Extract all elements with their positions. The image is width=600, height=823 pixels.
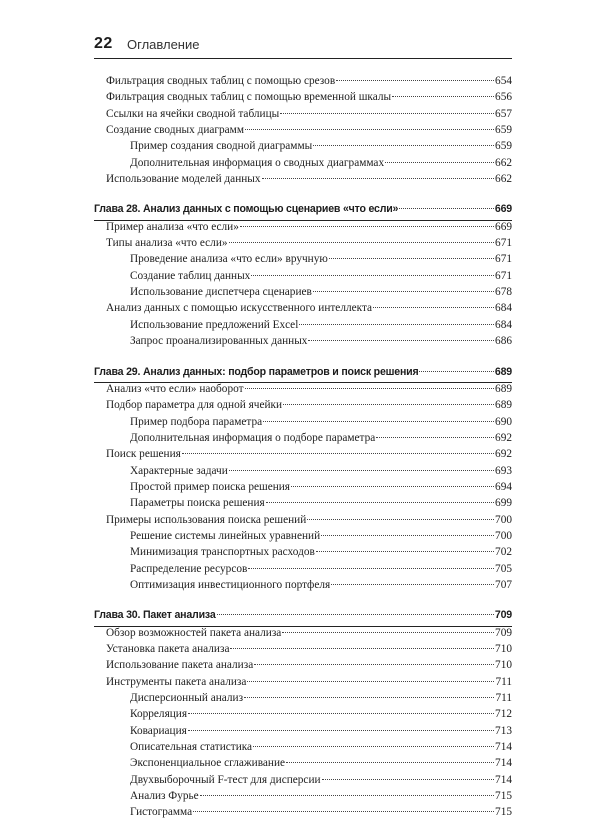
- dot-leader: [280, 113, 494, 114]
- toc-entry[interactable]: [94, 75, 512, 91]
- toc-page-number: 711: [495, 692, 512, 705]
- toc-page-number: 671: [495, 253, 512, 266]
- toc-page-number: 690: [495, 415, 512, 428]
- dot-leader: [251, 275, 494, 276]
- dot-leader: [245, 129, 494, 130]
- toc-entry-title: Обзор возможностей пакета анализа: [106, 626, 282, 639]
- toc-entry[interactable]: [94, 692, 512, 708]
- toc-entry[interactable]: [94, 383, 512, 399]
- toc-page-number: 671: [495, 269, 512, 282]
- toc-entry-title: Пример анализа «что если»: [106, 220, 239, 233]
- toc-entry-title: Глава 30. Пакет анализа: [94, 609, 216, 622]
- toc-entry-title: Гистограмма: [130, 806, 193, 819]
- toc-entry[interactable]: [94, 741, 512, 757]
- toc-entry[interactable]: [94, 432, 512, 448]
- dot-leader: [263, 421, 494, 422]
- dot-leader: [240, 226, 494, 227]
- toc-page-number: 714: [495, 773, 512, 786]
- toc-entry[interactable]: [94, 270, 512, 286]
- chapter-spacer: [94, 352, 512, 366]
- toc-page-number: 699: [495, 497, 512, 510]
- toc-page-number: 686: [495, 335, 512, 348]
- toc-page-number: 689: [495, 399, 512, 412]
- dot-leader: [229, 242, 495, 243]
- toc-entry[interactable]: [94, 124, 512, 140]
- header-divider: [94, 58, 512, 59]
- page-number: 22: [94, 35, 113, 52]
- toc-entry[interactable]: [94, 140, 512, 156]
- dot-leader: [217, 614, 494, 615]
- toc-entry[interactable]: [94, 221, 512, 237]
- toc-page-number: 678: [495, 286, 512, 299]
- toc-entry-title: Распределение ресурсов: [130, 562, 248, 575]
- toc-page-number: 684: [495, 318, 512, 331]
- toc-entry-title: Ковариация: [130, 724, 187, 737]
- dot-leader: [385, 162, 494, 163]
- toc-entry[interactable]: [94, 302, 512, 318]
- toc-entry-title: Создание сводных диаграмм: [106, 124, 244, 137]
- dot-leader: [331, 584, 494, 585]
- toc-page-number: 662: [495, 156, 512, 169]
- toc-page-number: 692: [495, 431, 512, 444]
- toc-page-number: 692: [495, 448, 512, 461]
- dot-leader: [182, 453, 494, 454]
- toc-entry[interactable]: [94, 725, 512, 741]
- toc-entry[interactable]: [94, 676, 512, 692]
- toc-entry-title: Дополнительная информация о подборе параметра: [130, 431, 376, 444]
- dot-leader: [322, 779, 495, 780]
- toc-entry-title: Фильтрация сводных таблиц с помощью временной шкалы: [106, 91, 392, 104]
- toc-entry-title: Ссылки на ячейки сводной таблицы: [106, 107, 280, 120]
- dot-leader: [307, 519, 494, 520]
- toc-entry-title: Фильтрация сводных таблиц с помощью срезов: [106, 75, 336, 87]
- dot-leader: [262, 178, 495, 179]
- dot-leader: [282, 632, 494, 633]
- toc-page-number: 671: [495, 237, 512, 250]
- toc-entry-title: Использование диспетчера сценариев: [130, 286, 312, 299]
- toc-page-number: 709: [494, 609, 512, 622]
- toc-entry-title: Использование предложений Excel: [130, 318, 299, 331]
- dot-leader: [313, 145, 494, 146]
- toc-page-number: 715: [495, 806, 512, 819]
- toc-entry-title: Подбор параметра для одной ячейки: [106, 399, 283, 412]
- toc-entry-title: Двухвыборочный F-тест для дисперсии: [130, 773, 321, 786]
- chapter-spacer: [94, 595, 512, 609]
- dot-leader: [321, 535, 494, 536]
- dot-leader: [244, 697, 494, 698]
- dot-leader: [329, 258, 494, 259]
- running-title: Оглавление: [127, 37, 200, 52]
- dot-leader: [286, 762, 494, 763]
- toc-entry[interactable]: [94, 708, 512, 724]
- toc-chapter-entry[interactable]: [94, 203, 512, 219]
- dot-leader: [313, 291, 494, 292]
- dot-leader: [419, 371, 493, 372]
- toc-entry[interactable]: [94, 643, 512, 659]
- toc-page-number: 694: [495, 480, 512, 493]
- dot-leader: [376, 437, 494, 438]
- toc-entry-title: Инструменты пакета анализа: [106, 675, 247, 688]
- dot-leader: [229, 470, 494, 471]
- toc-entry-title: Глава 29. Анализ данных: подбор параметров и поиск решения: [94, 365, 419, 378]
- toc-entry[interactable]: [94, 286, 512, 302]
- toc-entry[interactable]: [94, 319, 512, 335]
- toc-page-number: 702: [495, 546, 512, 559]
- toc-entry[interactable]: [94, 237, 512, 253]
- toc-entry[interactable]: [94, 774, 512, 790]
- dot-leader: [373, 307, 494, 308]
- toc-entry-title: Пример создания сводной диаграммы: [130, 140, 313, 153]
- toc-page-number: 715: [495, 790, 512, 803]
- toc-page-number: 669: [494, 203, 512, 216]
- toc-entry-title: Использование моделей данных: [106, 173, 261, 186]
- toc-page-number: 654: [495, 75, 512, 87]
- toc-entry[interactable]: [94, 173, 512, 189]
- dot-leader: [392, 96, 494, 97]
- toc-entry-title: Типы анализа «что если»: [106, 237, 228, 250]
- toc-chapter-entry[interactable]: [94, 609, 512, 625]
- toc-entry-title: Глава 28. Анализ данных с помощью сценариев «что если»: [94, 203, 399, 216]
- toc-entry-title: Создание таблиц данных: [130, 269, 251, 282]
- toc-page-number: 710: [495, 659, 512, 672]
- dot-leader: [316, 551, 494, 552]
- toc-entry[interactable]: [94, 530, 512, 546]
- toc-entry[interactable]: [94, 627, 512, 643]
- toc-page-number: 689: [495, 382, 512, 395]
- dot-leader: [248, 568, 494, 569]
- toc-entry[interactable]: [94, 465, 512, 481]
- toc-page-number: 712: [495, 708, 512, 721]
- toc-page-number: 657: [495, 107, 512, 120]
- dot-leader: [193, 811, 494, 812]
- toc-entry-title: Использование пакета анализа: [106, 659, 254, 672]
- toc-page-number: 659: [495, 124, 512, 137]
- toc-page-number: 711: [495, 675, 512, 688]
- toc-entry[interactable]: [94, 563, 512, 579]
- toc-entry-title: Характерные задачи: [130, 464, 228, 477]
- toc-entry-title: Примеры использования поиска решений: [106, 513, 307, 526]
- toc-entry-title: Минимизация транспортных расходов: [130, 546, 315, 559]
- toc-entry-title: Экспоненциальное сглаживание: [130, 757, 286, 770]
- toc-entry[interactable]: [94, 108, 512, 124]
- toc-entry-title: Анализ «что если» наоборот: [106, 382, 244, 395]
- dot-leader: [245, 388, 495, 389]
- toc-page-number: 684: [495, 302, 512, 315]
- toc-entry-title: Проведение анализа «что если» вручную: [130, 253, 328, 266]
- toc-entry[interactable]: [94, 659, 512, 675]
- toc-entry-title: Простой пример поиска решения: [130, 480, 291, 493]
- dot-leader: [247, 681, 494, 682]
- toc-page-number: 659: [495, 140, 512, 153]
- toc-entry-title: Решение системы линейных уравнений: [130, 529, 321, 542]
- toc-page-number: 713: [495, 724, 512, 737]
- toc-entry[interactable]: [94, 806, 512, 822]
- toc-page-number: 710: [495, 643, 512, 655]
- toc-entry[interactable]: [94, 335, 512, 351]
- toc-page-number: 705: [495, 562, 512, 575]
- page-header: [0, 0, 600, 60]
- toc-entry[interactable]: [94, 399, 512, 415]
- toc-page-number: 669: [495, 220, 512, 233]
- toc-entry-title: Анализ данных с помощью искусственного интеллекта: [106, 302, 373, 315]
- toc-entry[interactable]: [94, 253, 512, 269]
- chapter-spacer: [94, 189, 512, 203]
- dot-leader: [254, 664, 494, 665]
- toc-entry-title: Оптимизация инвестиционного портфеля: [130, 578, 331, 591]
- dot-leader: [266, 502, 494, 503]
- dot-leader: [188, 713, 494, 714]
- dot-leader: [230, 648, 494, 649]
- toc-page-number: 656: [495, 91, 512, 104]
- toc-page-number: 709: [495, 626, 512, 639]
- dot-leader: [399, 208, 494, 209]
- toc-entry-title: Установка пакета анализа: [106, 643, 230, 655]
- toc-entry[interactable]: [94, 579, 512, 595]
- toc-entry[interactable]: [94, 497, 512, 513]
- toc-page-number: 700: [495, 529, 512, 542]
- dot-leader: [253, 746, 494, 747]
- toc-chapter-entry[interactable]: [94, 366, 512, 382]
- toc-entry[interactable]: [94, 448, 512, 464]
- toc-entry[interactable]: [94, 546, 512, 562]
- dot-leader: [188, 730, 494, 731]
- toc-entry-title: Дополнительная информация о сводных диаграммах: [130, 156, 385, 169]
- toc-entry[interactable]: [94, 416, 512, 432]
- dot-leader: [299, 324, 494, 325]
- toc-page-number: 707: [495, 578, 512, 591]
- toc-page-number: 714: [495, 741, 512, 754]
- dot-leader: [291, 486, 494, 487]
- toc-page-number: 693: [495, 464, 512, 477]
- dot-leader: [283, 404, 494, 405]
- toc-page-number: 662: [495, 173, 512, 186]
- toc-entry[interactable]: [94, 157, 512, 173]
- toc-entry[interactable]: [94, 481, 512, 497]
- toc-entry-title: Анализ Фурье: [130, 790, 199, 803]
- toc-page-number: 700: [495, 513, 512, 526]
- table-of-contents: [94, 75, 512, 823]
- toc-entry-title: Описательная статистика: [130, 741, 253, 754]
- toc-entry[interactable]: [94, 514, 512, 530]
- dot-leader: [200, 795, 494, 796]
- toc-entry-title: Запрос проанализированных данных: [130, 335, 308, 348]
- toc-entry[interactable]: [94, 91, 512, 107]
- toc-entry-title: Пример подбора параметра: [130, 415, 263, 428]
- toc-entry-title: Параметры поиска решения: [130, 497, 265, 510]
- toc-entry-title: Поиск решения: [106, 448, 181, 461]
- toc-entry-title: Дисперсионный анализ: [130, 692, 244, 705]
- toc-entry-title: Корреляция: [130, 708, 188, 721]
- toc-page-number: 689: [494, 365, 512, 378]
- dot-leader: [336, 80, 494, 81]
- toc-entry[interactable]: [94, 757, 512, 773]
- toc-entry[interactable]: [94, 790, 512, 806]
- toc-page-number: 714: [495, 757, 512, 770]
- dot-leader: [308, 340, 494, 341]
